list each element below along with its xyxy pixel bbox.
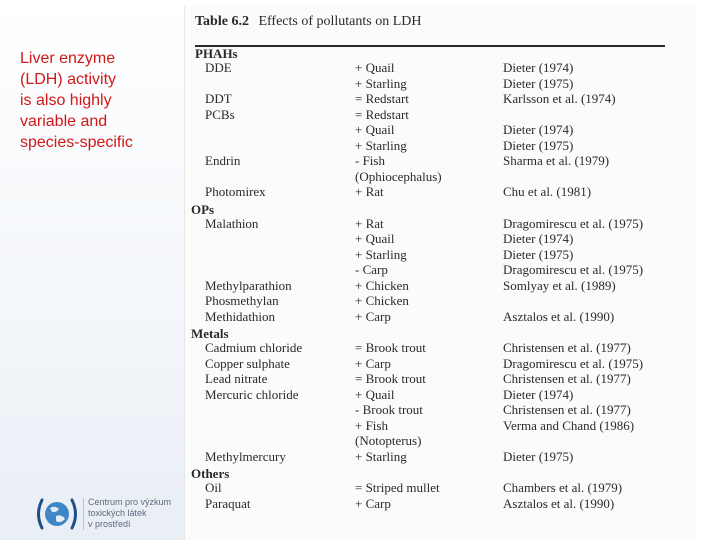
reference-cell: Asztalos et al. (1990): [503, 308, 615, 324]
compound-cell: Phosmethylan: [205, 293, 279, 308]
table-row: [185, 387, 695, 403]
effect-cell: = Redstart: [355, 91, 409, 106]
table-row: [185, 231, 695, 247]
compound-cell: DDT: [205, 91, 232, 106]
logo-divider: [83, 498, 84, 530]
compound-cell: Paraquat: [205, 495, 251, 511]
table-row: [185, 480, 695, 496]
logo-wordmark: [88, 497, 171, 530]
reference-cell: Dieter (1975): [503, 75, 574, 91]
caption-line: variable and: [20, 113, 108, 130]
caption-line: species-specific: [20, 134, 133, 151]
effect-cell: + Quail: [355, 386, 395, 402]
table-row: [185, 278, 695, 294]
table-row: [185, 356, 695, 372]
table-row: [185, 60, 695, 76]
group-heading: Metals: [191, 326, 229, 341]
compound-cell: Oil: [205, 480, 222, 495]
effect-cell: + Starling: [355, 448, 407, 464]
table-row: [185, 247, 695, 263]
compound-cell: Copper sulphate: [205, 355, 290, 371]
effect-cell: + Chicken: [355, 293, 409, 308]
compound-cell: Endrin: [205, 153, 241, 168]
effect-cell: + Rat: [355, 215, 384, 231]
compound-cell: Lead nitrate: [205, 371, 268, 386]
table-row: [185, 371, 695, 387]
table-row: [185, 449, 695, 465]
reference-cell: Dieter (1975): [503, 246, 574, 262]
table-row: [185, 433, 695, 449]
table-caption: Effects of pollutants on LDH: [258, 14, 422, 29]
reference-cell: Dieter (1975): [503, 137, 574, 153]
compound-cell: PCBs: [205, 106, 235, 122]
caption-line: Liver enzyme: [20, 50, 116, 67]
reference-cell: Sharma et al. (1979): [503, 153, 610, 168]
reference-cell: Dieter (1974): [503, 231, 574, 246]
reference-cell: Christensen et al. (1977): [503, 340, 631, 355]
compound-cell: Cadmium chloride: [205, 340, 303, 355]
compound-cell: Mercuric chloride: [205, 386, 299, 402]
recetox-logo: [34, 494, 184, 534]
reference-cell: Chu et al. (1981): [503, 184, 592, 199]
effect-cell: = Brook trout: [355, 340, 426, 355]
caption-line: (LDH) activity: [20, 71, 117, 88]
compound-cell: Photomirex: [205, 184, 266, 199]
reference-cell: Dragomirescu et al. (1975): [503, 262, 644, 277]
globe-logo-icon: [34, 496, 80, 532]
table-row: [185, 496, 695, 512]
reference-cell: Dieter (1974): [503, 60, 574, 75]
effect-cell: - Carp: [355, 262, 388, 277]
effect-cell: + Carp: [355, 495, 391, 511]
compound-cell: Methylparathion: [205, 277, 292, 293]
table-row: [185, 340, 695, 356]
reference-cell: Dragomirescu et al. (1975): [503, 355, 644, 371]
reference-cell: Dieter (1975): [503, 448, 574, 464]
group-heading: Others: [191, 466, 230, 481]
table-row: [185, 153, 695, 169]
reference-cell: Dieter (1974): [503, 386, 574, 402]
compound-cell: Methylmercury: [205, 448, 286, 464]
table-title: [195, 14, 422, 30]
table-row: [185, 216, 695, 232]
logo-line: Centrum pro výzkum: [88, 497, 172, 507]
logo-line: toxických látek: [88, 508, 147, 518]
effect-cell: + Chicken: [355, 277, 409, 293]
reference-cell: Christensen et al. (1977): [503, 402, 631, 417]
table-row: [185, 262, 695, 278]
reference-cell: Karlsson et al. (1974): [503, 91, 616, 106]
effect-cell: + Fish: [355, 417, 388, 433]
reference-cell: Christensen et al. (1977): [503, 371, 631, 386]
table-row: [185, 402, 695, 418]
compound-cell: DDE: [205, 60, 232, 75]
table-row: [185, 122, 695, 138]
effect-cell: + Carp: [355, 355, 391, 371]
effect-cell: + Rat: [355, 184, 384, 199]
effect-cell: + Starling: [355, 137, 407, 153]
caption-line: is also highly: [20, 92, 112, 109]
table-row: [185, 76, 695, 92]
scanned-table: [184, 6, 695, 540]
reference-cell: Dieter (1974): [503, 122, 574, 137]
reference-cell: Dragomirescu et al. (1975): [503, 215, 644, 231]
table-row: [185, 418, 695, 434]
slide-caption: [20, 48, 170, 153]
table-row: [185, 293, 695, 309]
table-top-rule: [195, 45, 665, 47]
table-number: Table 6.2: [195, 14, 249, 29]
reference-cell: Asztalos et al. (1990): [503, 495, 615, 511]
effect-cell: + Quail: [355, 122, 395, 137]
effect-cell: = Redstart: [355, 106, 409, 122]
effect-cell: (Ophiocephalus): [355, 168, 442, 184]
table-row: [185, 91, 695, 107]
group-heading: OPs: [191, 201, 215, 217]
effect-cell: + Carp: [355, 308, 391, 324]
logo-line: v prostředí: [88, 519, 131, 529]
reference-cell: Chambers et al. (1979): [503, 480, 623, 495]
effect-cell: + Starling: [355, 75, 407, 91]
effect-cell: + Quail: [355, 231, 395, 246]
effect-cell: = Striped mullet: [355, 480, 440, 495]
effect-cell: + Quail: [355, 60, 395, 75]
table-row: [185, 107, 695, 123]
compound-cell: Malathion: [205, 215, 259, 231]
reference-cell: Somlyay et al. (1989): [503, 277, 616, 293]
effect-cell: - Fish: [355, 153, 385, 168]
group-heading: PHAHs: [195, 46, 238, 61]
table-row: [185, 309, 695, 325]
effect-cell: (Notopterus): [355, 433, 422, 448]
effect-cell: + Starling: [355, 246, 407, 262]
effect-cell: - Brook trout: [355, 402, 423, 417]
table-row: [185, 169, 695, 185]
compound-cell: Methidathion: [205, 308, 276, 324]
reference-cell: Verma and Chand (1986): [503, 417, 635, 433]
effect-cell: = Brook trout: [355, 371, 426, 386]
table-row: [185, 184, 695, 200]
table-row: [185, 138, 695, 154]
